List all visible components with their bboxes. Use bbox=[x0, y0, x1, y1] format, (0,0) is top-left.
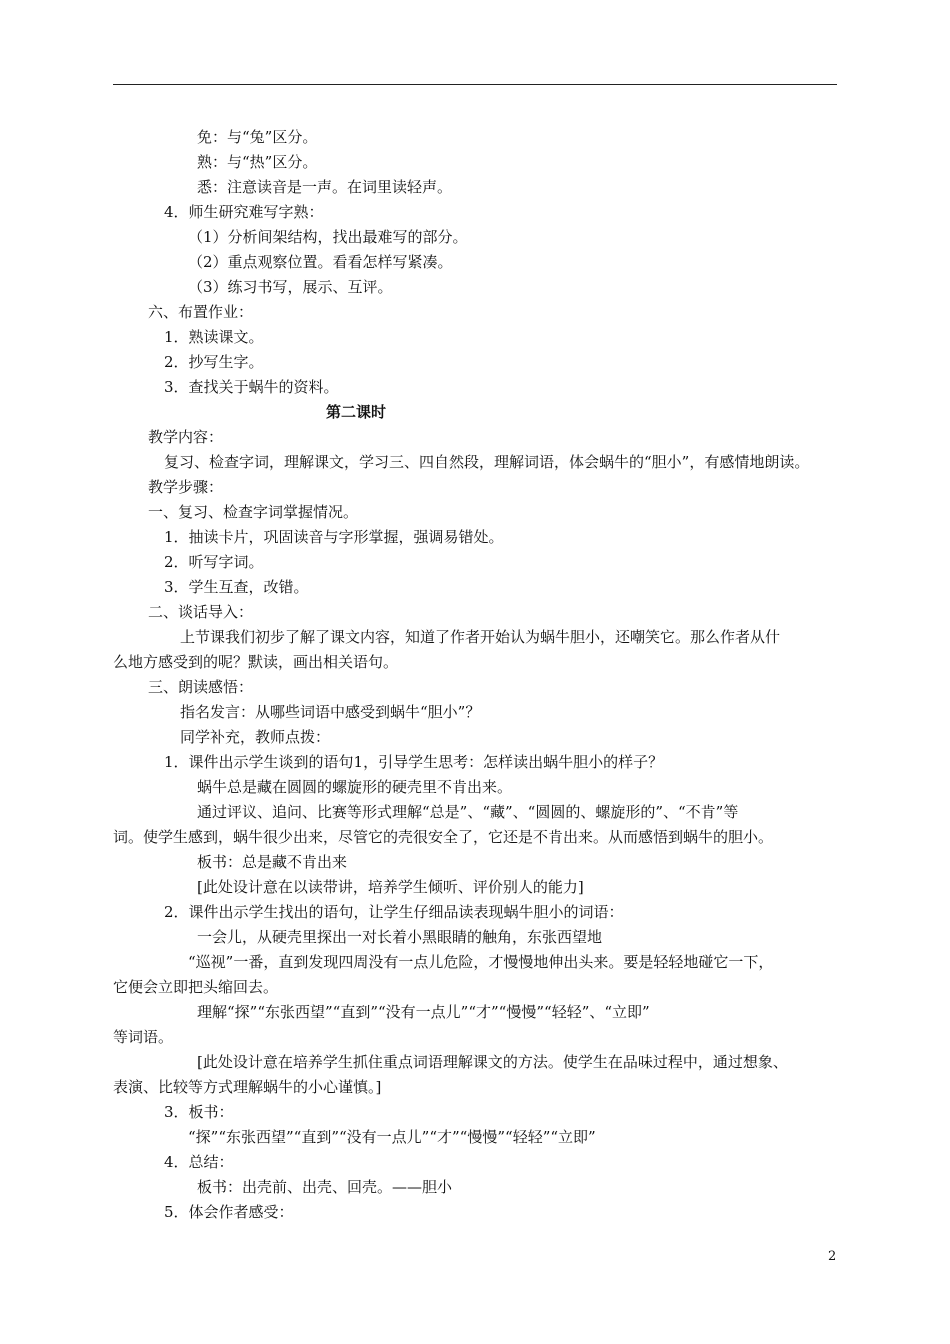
text-line: 六、布置作业： bbox=[148, 303, 254, 321]
text-line: 三、朗读感悟： bbox=[148, 678, 254, 696]
text-line: 通过评议、追问、比赛等形式理解“总是”、“藏”、“圆圆的、螺旋形的”、“不肯”等 bbox=[197, 803, 739, 821]
text-line: “探”“东张西望”“直到”“没有一点儿”“才”“慢慢”“轻轻”“立即” bbox=[188, 1128, 596, 1146]
text-line: 2．听写字词。 bbox=[164, 553, 264, 571]
text-line: 么地方感受到的呢？默读，画出相关语句。 bbox=[113, 653, 399, 671]
text-line: 3．板书： bbox=[164, 1103, 234, 1121]
text-line: [此处设计意在以读带讲，培养学生倾听、评价别人的能力] bbox=[197, 878, 584, 896]
text-line: （3）练习书写，展示、互评。 bbox=[188, 278, 393, 296]
text-line: 3．查找关于蜗牛的资料。 bbox=[164, 378, 339, 396]
text-line: 同学补充，教师点拨： bbox=[180, 728, 331, 746]
text-line: 表演、比较等方式理解蜗牛的小心谨慎。] bbox=[113, 1078, 382, 1096]
text-line: 3．学生互查，改错。 bbox=[164, 578, 309, 596]
text-line: 等词语。 bbox=[113, 1028, 174, 1046]
text-line: 板书：出壳前、出壳、回壳。——胆小 bbox=[197, 1178, 453, 1196]
text-line: 它便会立即把头缩回去。 bbox=[113, 978, 279, 996]
text-line: 1．熟读课文。 bbox=[164, 328, 264, 346]
text-line: 5．体会作者感受： bbox=[164, 1203, 294, 1221]
text-line: （1）分析间架结构，找出最难写的部分。 bbox=[188, 228, 468, 246]
text-line: 免：与“兔”区分。 bbox=[197, 128, 318, 146]
text-line: 一会儿，从硬壳里探出一对长着小黑眼睛的触角，东张西望地 bbox=[197, 928, 603, 946]
text-line: 熟：与“热”区分。 bbox=[197, 153, 318, 171]
text-line: 2．抄写生字。 bbox=[164, 353, 264, 371]
page-number: 2 bbox=[828, 1249, 837, 1264]
text-line: 1．课件出示学生谈到的语句1，引导学生思考：怎样读出蜗牛胆小的样子？ bbox=[164, 753, 664, 771]
text-line: 理解“探”“东张西望”“直到”“没有一点儿”“才”“慢慢”“轻轻”、“立即” bbox=[197, 1003, 650, 1021]
text-line: “巡视”一番，直到发现四周没有一点儿危险，才慢慢地伸出头来。要是轻轻地碰它一下， bbox=[188, 953, 774, 971]
text-line: 教学内容： bbox=[148, 428, 224, 446]
text-line: 复习、检查字词，理解课文，学习三、四自然段，理解词语，体会蜗牛的“胆小”，有感情地朗读。 bbox=[164, 453, 810, 471]
text-line: 2．课件出示学生找出的语句，让学生仔细品读表现蜗牛胆小的词语： bbox=[164, 903, 624, 921]
text-line: 一、复习、检查字词掌握情况。 bbox=[148, 503, 359, 521]
text-line: 4．总结： bbox=[164, 1153, 234, 1171]
text-line: 悉：注意读音是一声。在词里读轻声。 bbox=[197, 178, 453, 196]
text-line: （2）重点观察位置。看看怎样写紧凑。 bbox=[188, 253, 453, 271]
text-line: 指名发言：从哪些词语中感受到蜗牛“胆小”？ bbox=[180, 703, 481, 721]
header-rule bbox=[113, 84, 837, 85]
section-title: 第二课时 bbox=[326, 403, 387, 421]
text-line: 教学步骤： bbox=[148, 478, 224, 496]
text-line: 板书：总是藏不肯出来 bbox=[197, 853, 348, 871]
text-line: 蜗牛总是藏在圆圆的螺旋形的硬壳里不肯出来。 bbox=[197, 778, 513, 796]
text-line: 1．抽读卡片，巩固读音与字形掌握，强调易错处。 bbox=[164, 528, 504, 546]
text-line: 词。使学生感到，蜗牛很少出来，尽管它的壳很安全了，它还是不肯出来。从而感悟到蜗牛的胆小。 bbox=[113, 828, 774, 846]
text-line: 二、谈话导入： bbox=[148, 603, 254, 621]
text-line: 上节课我们初步了解了课文内容，知道了作者开始认为蜗牛胆小，还嘲笑它。那么作者从什 bbox=[180, 628, 781, 646]
text-line: [此处设计意在培养学生抓住重点词语理解课文的方法。使学生在品味过程中，通过想象、 bbox=[197, 1053, 788, 1071]
text-line: 4．师生研究难写字熟： bbox=[164, 203, 324, 221]
